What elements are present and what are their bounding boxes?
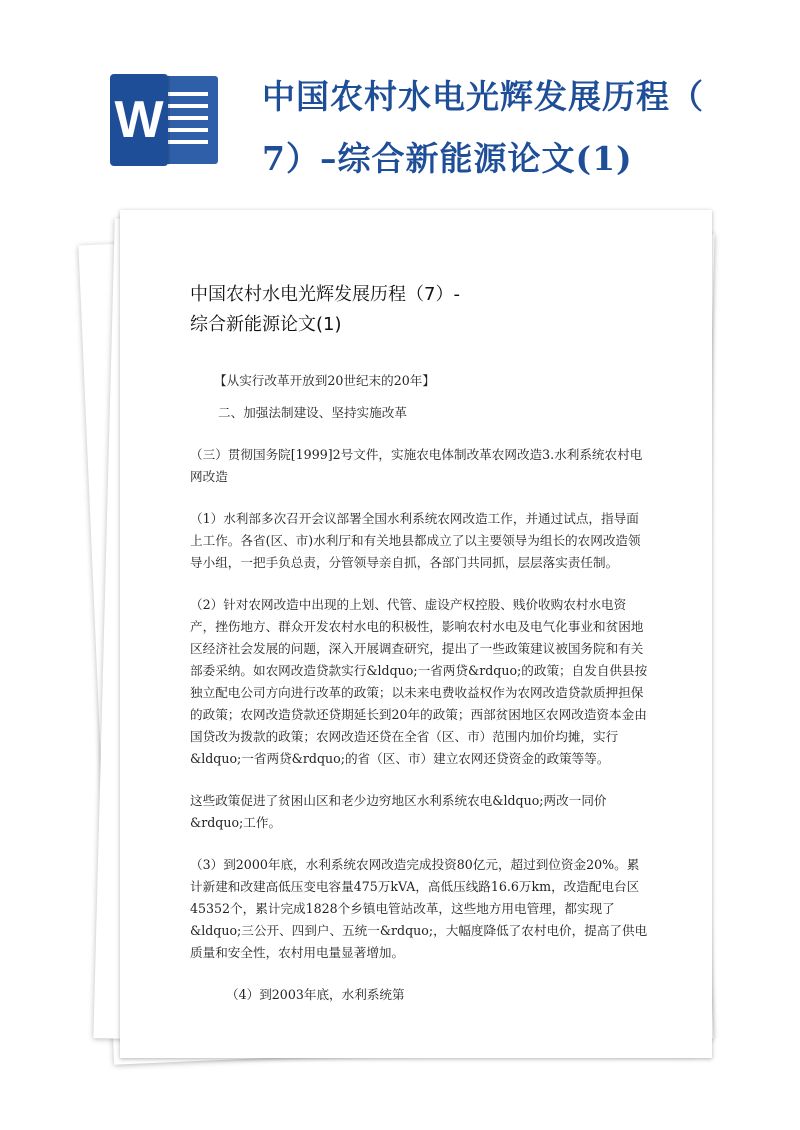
subsection-paragraph: （三）贯彻国务院[1999]2号文件，实施农电体制改革农网改造3.水利系统农村电网改造 <box>190 447 643 484</box>
body-paragraph-1: （1）水利部多次召开会议部署全国水利系统农网改造工作，并通过试点，指导面上工作。各省(区、市)水利厅和有关地县都成立了以主要领导为组长的农网改造领导小组，一把手负总责，分管领导亲自抓，各部门共同抓，层层落实责任制。 <box>190 511 641 570</box>
period-note: 【从实行改革开放到20世纪末的20年】 <box>214 373 435 388</box>
section-heading: 二、加强法制建设、坚持实施改革 <box>218 405 407 420</box>
body-paragraph-4: （4）到2003年底，水利系统第 <box>226 987 405 1002</box>
word-document-icon <box>110 74 220 166</box>
word-icon-letter: W <box>110 74 168 166</box>
body-paragraph-2: （2）针对农网改造中出现的上划、代管、虚设产权控股、贱价收购农村水电资产，挫伤地方、群众开发农村水电的积极性，影响农村水电及电气化事业和贫困地区经济社会发展的问题，深入开展调查研究，提出了一些政策建议被国务院和有关部委采纳。如农网改造贷款实行&ldquo;一省两贷&rdquo;的政策；自发自供县按独立配电公司方向进行改革的政策；以未来电费收益权作为农网改造贷款质押担保的政策；农网改造贷款还贷期延长到20年的政策；西部贫困地区农网改造资本金由国贷改为拨款的政策；农网改造还贷在全省（区、市）范围内加价均摊，实行&ldquo;一省两贷&rdquo;的省（区、市）建立农网还贷资金的政策等等。 <box>190 597 648 766</box>
page-title <box>262 66 722 190</box>
body-paragraph-3: （3）到2000年底，水利系统农网改造完成投资80亿元，超过到位资金20%。累计新建和改建高低压变电容量475万kVA，高低压线路16.6万km，改造配电台区45352个，累计完成1828个乡镇电管站改革，这些地方用电管理，都实现了&ldquo;三公开、四到户、五统一&rdquo;，大幅度降低了农村电价，提高了供电质量和安全性，农村用电量显著增加。 <box>190 857 648 960</box>
document-title-line-1: 中国农村水电光辉发展历程（7）- <box>190 284 460 305</box>
document-title-line-2: 综合新能源论文(1) <box>190 314 342 335</box>
page-title-line-1: 中国农村水电光辉发展历程（ <box>262 77 704 116</box>
body-paragraph-summary: 这些政策促进了贫困山区和老少边穷地区水利系统农电&ldquo;两改一同价&rdquo;工作。 <box>190 793 607 830</box>
page-title-line-2: 7）–综合新能源论文(1) <box>262 139 633 178</box>
document-body <box>190 280 650 1006</box>
page-header <box>0 0 800 200</box>
document-title <box>190 280 650 340</box>
